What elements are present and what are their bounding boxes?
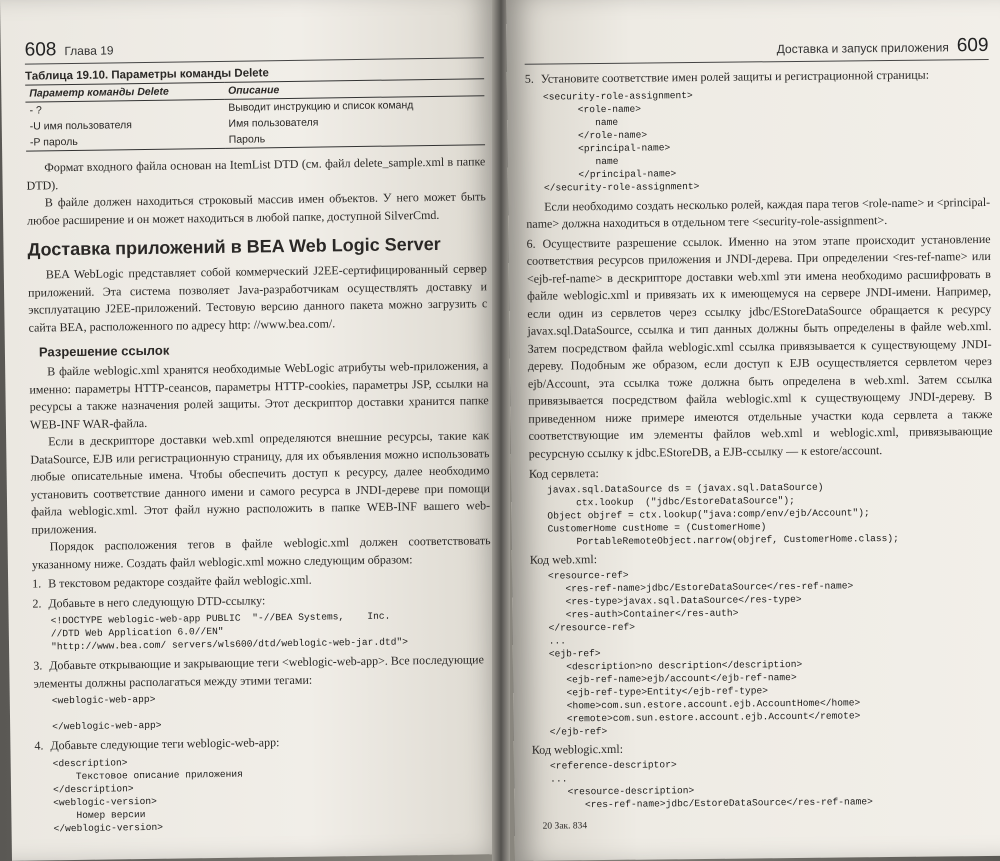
steps-list — [32, 569, 495, 835]
chapter-title: Глава 19 — [64, 43, 114, 59]
right-page — [506, 0, 1000, 861]
code-block: <!DOCTYPE weblogic-web-app PUBLIC "-//BEA Systems, Inc. //DTD Web Application 6.0//EN" "http://www.bea.com/ servers/wls600/dtd/weblogic-web-jar.dtd"> — [50, 610, 409, 653]
code-label: Код web.xml: — [529, 552, 598, 567]
subsection-title: Разрешение ссылок — [38, 342, 170, 360]
right-page-header — [524, 35, 988, 65]
paragraph: В файле должен находиться строковый массив имен объектов. У него может быть любое расширение и он может находиться в любой папке, доступной SilverCmd. — [26, 189, 486, 228]
parameters-table — [25, 78, 485, 151]
table-header: Параметр команды Delete — [25, 82, 224, 102]
paragraph: BEA WebLogic представляет собой коммерческий J2EE-сертифицированный сервер приложений. Эта система позволяет Java-разработчикам осуществлять доставку и эксплуатацию J2EE-приложений. Тестовую версию данного пакета можно загрузить с сайта BEA, расположенного по адресу http: //www.bea.com/. — [27, 261, 488, 335]
table-row: - ? Выводит инструкцию и список команд — [29, 99, 414, 117]
code-block: <security-role-assignment> <role-name> name </role-name> <principal-name> name </principal-name> </security-role-assignment> — [542, 89, 700, 194]
code-block: <reference-descriptor> ... <resource-description> <res-ref-name>jdbc/EstoreDataSource</res-ref-name> — [549, 759, 873, 811]
list-item: 2. Добавьте в него следующую DTD-ссылку: <!DOCTYPE weblogic-web-app PUBLIC "-//BEA Systems, Inc. //DTD Web Application 6.0//EN" "http://www.bea.com/ servers/wls600/dtd/weblogic-web-jar.dtd"> — [32, 589, 492, 654]
paragraph: В файле weblogic.xml хранятся необходимые WebLogic атрибуты web-приложения, а именно: параметры HTTP-сеансов, параметры HTTP-cookies, параметры JSP, ссылки на ресурсы а также назначения ролей защиты. Этот дескриптор доставки хранится папке WEB-INF WAR-файла. — [29, 358, 489, 432]
paragraph: Формат входного файла основан на ItemList DTD (см. файл delete_sample.xml в папке DTD). — [26, 154, 486, 193]
table-row: -P пароль Пароль — [26, 128, 485, 151]
paragraph: Если в дескрипторе доставки web.xml определяются внешние ресурсы, такие как DataSource, EJB или регистрационную страницу, для их объявления можно использовать любые описательные имена. Чтобы обеспечить доступ к ресурсу, далее необходимо установить соответствие данного имени и самого ресурса в JNDI-дереве при помощи файла weblogic.xml. Этот файл нужно расположить в папке WEB-INF вашего web-приложения. — [30, 428, 491, 537]
chapter-title: Доставка и запуск приложения — [776, 40, 949, 57]
table-caption: Таблица 19.10. Параметры команды Delete — [24, 67, 269, 83]
code-label: Код weblogic.xml: — [531, 741, 624, 757]
page-footer: 20 Зак. 834 — [542, 821, 588, 832]
code-block: javax.sql.DataSource ds = (javax.sql.DataSource) ctx.lookup ("jdbc/EstoreDataSource"); Object objref = ctx.lookup("java:comp/env/ejb/Account"); CustomerHome custHome = (CustomerHome) PortableRemoteObject.narrow(objref, CustomerHome.class); — [547, 481, 899, 548]
section-title: Доставка приложений в BEA Web Logic Server — [27, 233, 441, 260]
table-row: -U имя пользователя Имя пользователя — [29, 116, 319, 133]
paragraph: Порядок расположения тегов в файле weblogic.xml должен соответствовать указанному ниже. Создать файл weblogic.xml можно следующим образом: — [31, 533, 491, 572]
code-block: <description> Текстовое описание приложения </description> <weblogic-version> Номер версии </weblogic-version> — [52, 756, 243, 834]
paragraph: Если необходимо создать несколько ролей, каждая пара тегов <role-name> и <principal-name> должна находиться в отдельном теге <security-role-assignment>. — [526, 194, 991, 231]
code-block: <resource-ref> <res-ref-name>jdbc/EstoreDataSource</res-ref-name> <res-type>javax.sql.DataSource</res-type> <res-auth>Container</res-auth> </resource-ref> ... <ejb-ref> <description>no description</description> <ejb-ref-name>ejb/account</ejb-ref-name> <ejb-ref-type>Entity</ejb-ref-type> <home>com.sun.estore.account.ejb.AccountHome</home> <remote>com.sun.estore.account.ejb.Account</remote> </ejb-ref> — [547, 569, 861, 738]
list-item: 5. Установите соответствие имен ролей защиты и регистрационной страницы: <security-role-assignment> <role-name> name </role-name> <principal-name> name </principal-name> </security-role-assignment> Если необходимо создать несколько ролей, каждая пара тегов <role-name> и <principal-name> должна находиться в отдельном теге <security-role-assignment>. — [525, 66, 991, 233]
code-block: <weblogic-web-app> </weblogic-web-app> — [51, 693, 162, 733]
steps-list — [525, 66, 993, 463]
page-number: 609 — [956, 34, 989, 57]
page-number: 608 — [24, 39, 57, 61]
table-header: Описание — [224, 79, 484, 100]
list-item: 4. Добавьте следующие теги weblogic-web-app: <description> Текстовое описание приложения </description> <weblogic-version> Номер версии </weblogic-version> — [34, 731, 494, 835]
code-label: Код сервлета: — [528, 466, 599, 481]
left-page-header — [25, 33, 484, 64]
list-item: 3. Добавьте открывающие и закрывающие теги <weblogic-web-app>. Все последующие элементы должны располагаться между этими тегами: <weblogic-web-app> </weblogic-web-app> — [33, 651, 493, 733]
list-item: 6. Осуществите разрешение ссылок. Именно на этом этапе происходит установление соответствия ресурсов приложения и JNDI-дерева. При определении <res-ref-name> или <ejb-ref-name> в дескрипторе доставки web.xml эти имена необходимо расшифровать в файле weblogic.xml и привязать их к имеющемуся на сервере JNDI-имени. Например, если один из сервлетов через ссылку jdbc/EStoreDataSource обращается к ресурсу javax.sql.DataSource, ссылка и тип данных должны быть определены в файле web.xml. Затем посредством файла weblogic.xml ссылка привязывается к существующему JNDI-дереву. Подобным же образом, если доступ к EJB осуществляется сервлетом через ejb/Account, эта ссылка тоже должна быть определена в web.xml. Затем ссылка привязывается посредством файла weblogic.xml к существующему JNDI-дереву. В приведенном ниже примере имеются отдельные участки кода сервлета а также соответствующие им элементы файлов web.xml и weblogic.xml, привязывающие ресурсную ссылку к jdbc.EStoreDB, а EJB-ссылку — к estore/account. — [526, 231, 993, 461]
list-item: 1. В текстовом редакторе создайте файл weblogic.xml. — [32, 572, 312, 591]
